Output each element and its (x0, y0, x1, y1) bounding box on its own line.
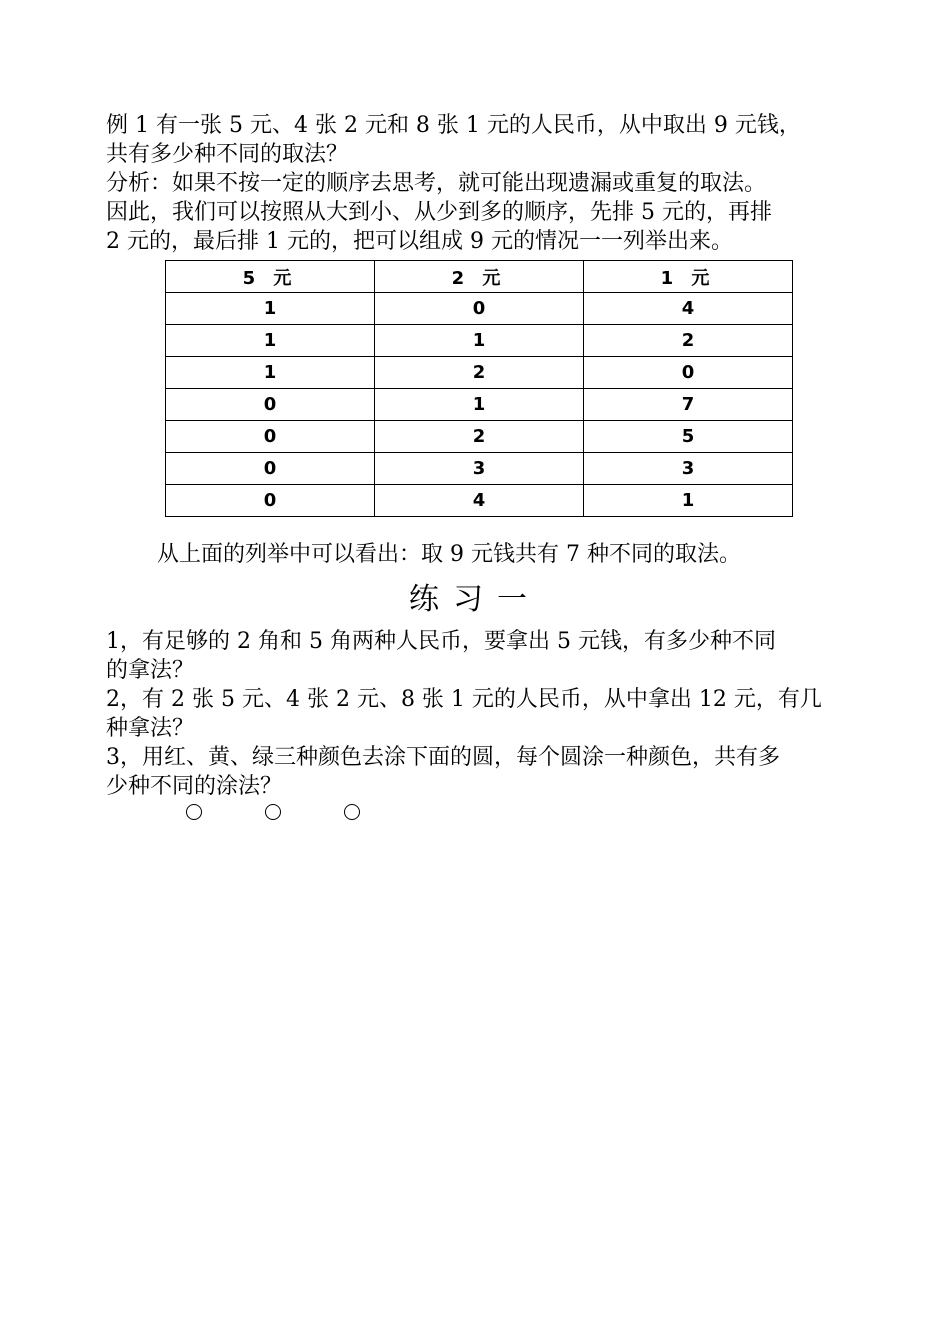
question-2-line-2: 种拿法？ (106, 716, 195, 741)
table-cell: 0 (166, 453, 375, 485)
table-row (166, 421, 793, 453)
table-cell: 2 (584, 325, 793, 357)
header-2-yuan: 2 元 (375, 261, 584, 293)
circle-outline-icon (344, 804, 360, 820)
example-line-2: 共有多少种不同的取法？ (106, 142, 349, 167)
table-cell: 0 (166, 421, 375, 453)
question-3-line-2: 少种不同的涂法？ (106, 774, 283, 799)
table-cell: 0 (375, 293, 584, 325)
analysis-line-2: 因此，我们可以按照从大到小、从少到多的顺序，先排 5 元的，再排 (106, 200, 772, 225)
question-2-line-1: 2，有 2 张 5 元、4 张 2 元、8 张 1 元的人民币，从中拿出 12 元，有几 (106, 687, 822, 712)
table-cell: 4 (584, 293, 793, 325)
enumeration-table (165, 260, 793, 517)
table-row (166, 357, 793, 389)
table-row (166, 453, 793, 485)
example-line-1: 例 1 有一张 5 元、4 张 2 元和 8 张 1 元的人民币，从中取出 9 元钱， (106, 113, 801, 138)
table-cell: 2 (375, 357, 584, 389)
header-1-yuan: 1 元 (584, 261, 793, 293)
table-cell: 1 (375, 325, 584, 357)
table-cell: 3 (584, 453, 793, 485)
analysis-line-3: 2 元的，最后排 1 元的，把可以组成 9 元的情况一一列举出来。 (106, 229, 733, 254)
analysis-line-1: 分析：如果不按一定的顺序去思考，就可能出现遗漏或重复的取法。 (106, 171, 767, 196)
exercise-title: 练习一 (409, 582, 541, 617)
table-row (166, 293, 793, 325)
table-cell: 1 (166, 293, 375, 325)
question-1-line-1: 1，有足够的 2 角和 5 角两种人民币，要拿出 5 元钱，有多少种不同 (106, 629, 776, 654)
table-row (166, 485, 793, 517)
table-cell: 1 (166, 357, 375, 389)
circle-outline-icon (186, 804, 202, 820)
table-cell: 1 (584, 485, 793, 517)
circles-row (186, 804, 418, 824)
table-cell: 3 (375, 453, 584, 485)
question-3-line-1: 3，用红、黄、绿三种颜色去涂下面的圆，每个圆涂一种颜色，共有多 (106, 745, 780, 770)
table-cell: 7 (584, 389, 793, 421)
table-cell: 5 (584, 421, 793, 453)
table-row (166, 325, 793, 357)
question-1-line-2: 的拿法？ (106, 658, 195, 683)
circle-outline-icon (265, 804, 281, 820)
table-cell: 2 (375, 421, 584, 453)
table-cell: 1 (375, 389, 584, 421)
table-header-row (166, 261, 793, 293)
conclusion-text: 从上面的列举中可以看出：取 9 元钱共有 7 种不同的取法。 (157, 542, 741, 567)
header-5-yuan: 5 元 (166, 261, 375, 293)
table-cell: 4 (375, 485, 584, 517)
table-row (166, 389, 793, 421)
table-cell: 0 (584, 357, 793, 389)
table-cell: 0 (166, 485, 375, 517)
table-cell: 1 (166, 325, 375, 357)
table-cell: 0 (166, 389, 375, 421)
